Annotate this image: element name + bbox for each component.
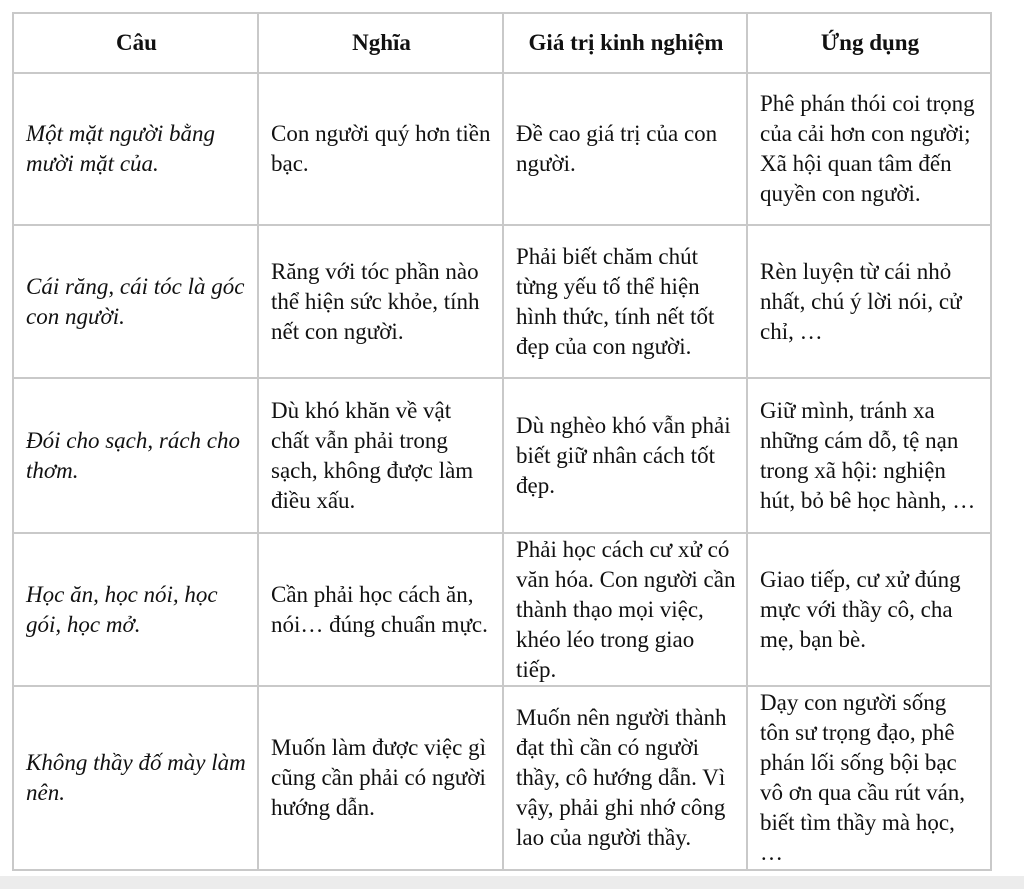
cell-ung-dung: Phê phán thói coi trọng của cải hơn con người; Xã hội quan tâm đến quyền con người. (747, 73, 991, 225)
cell-nghia: Răng với tóc phần nào thể hiện sức khỏe, tính nết con người. (258, 225, 503, 378)
header-gia-tri: Giá trị kinh nghiệm (503, 13, 747, 73)
cell-gia-tri: Dù nghèo khó vẫn phải biết giữ nhân cách tốt đẹp. (503, 378, 747, 533)
cell-nghia: Con người quý hơn tiền bạc. (258, 73, 503, 225)
cell-ung-dung: Dạy con người sống tôn sư trọng đạo, phê phán lối sống bội bạc vô ơn qua cầu rút ván, biết tìm thầy mà học, … (747, 686, 991, 870)
cell-gia-tri: Phải biết chăm chút từng yếu tố thể hiện hình thức, tính nết tốt đẹp của con người. (503, 225, 747, 378)
cell-gia-tri: Muốn nên người thành đạt thì cần có người thầy, cô hướng dẫn. Vì vậy, phải ghi nhớ công lao của người thầy. (503, 686, 747, 870)
table-row (13, 225, 991, 378)
cell-cau: Cái răng, cái tóc là góc con người. (13, 225, 258, 378)
page-bottom-strip (0, 876, 1024, 889)
cell-ung-dung: Rèn luyện từ cái nhỏ nhất, chú ý lời nói, cử chỉ, … (747, 225, 991, 378)
cell-nghia: Muốn làm được việc gì cũng cần phải có người hướng dẫn. (258, 686, 503, 870)
cell-ung-dung: Giao tiếp, cư xử đúng mực với thầy cô, cha mẹ, bạn bè. (747, 533, 991, 686)
cell-ung-dung: Giữ mình, tránh xa những cám dỗ, tệ nạn trong xã hội: nghiện hút, bỏ bê học hành, … (747, 378, 991, 533)
table-row (13, 533, 991, 686)
cell-nghia: Cần phải học cách ăn, nói… đúng chuẩn mực. (258, 533, 503, 686)
cell-cau: Đói cho sạch, rách cho thơm. (13, 378, 258, 533)
table-row (13, 686, 991, 870)
cell-cau: Không thầy đố mày làm nên. (13, 686, 258, 870)
table-row (13, 73, 991, 225)
cell-nghia: Dù khó khăn về vật chất vẫn phải trong sạch, không được làm điều xấu. (258, 378, 503, 533)
header-nghia: Nghĩa (258, 13, 503, 73)
cell-cau: Học ăn, học nói, học gói, học mở. (13, 533, 258, 686)
table-row (13, 378, 991, 533)
cell-cau: Một mặt người bằng mười mặt của. (13, 73, 258, 225)
cell-gia-tri: Phải học cách cư xử có văn hóa. Con người cần thành thạo mọi việc, khéo léo trong giao tiếp. (503, 533, 747, 686)
header-cau: Câu (13, 13, 258, 73)
cell-gia-tri: Đề cao giá trị của con người. (503, 73, 747, 225)
header-row (13, 13, 991, 73)
proverb-table (12, 12, 992, 871)
header-ung-dung: Ứng dụng (747, 13, 991, 73)
